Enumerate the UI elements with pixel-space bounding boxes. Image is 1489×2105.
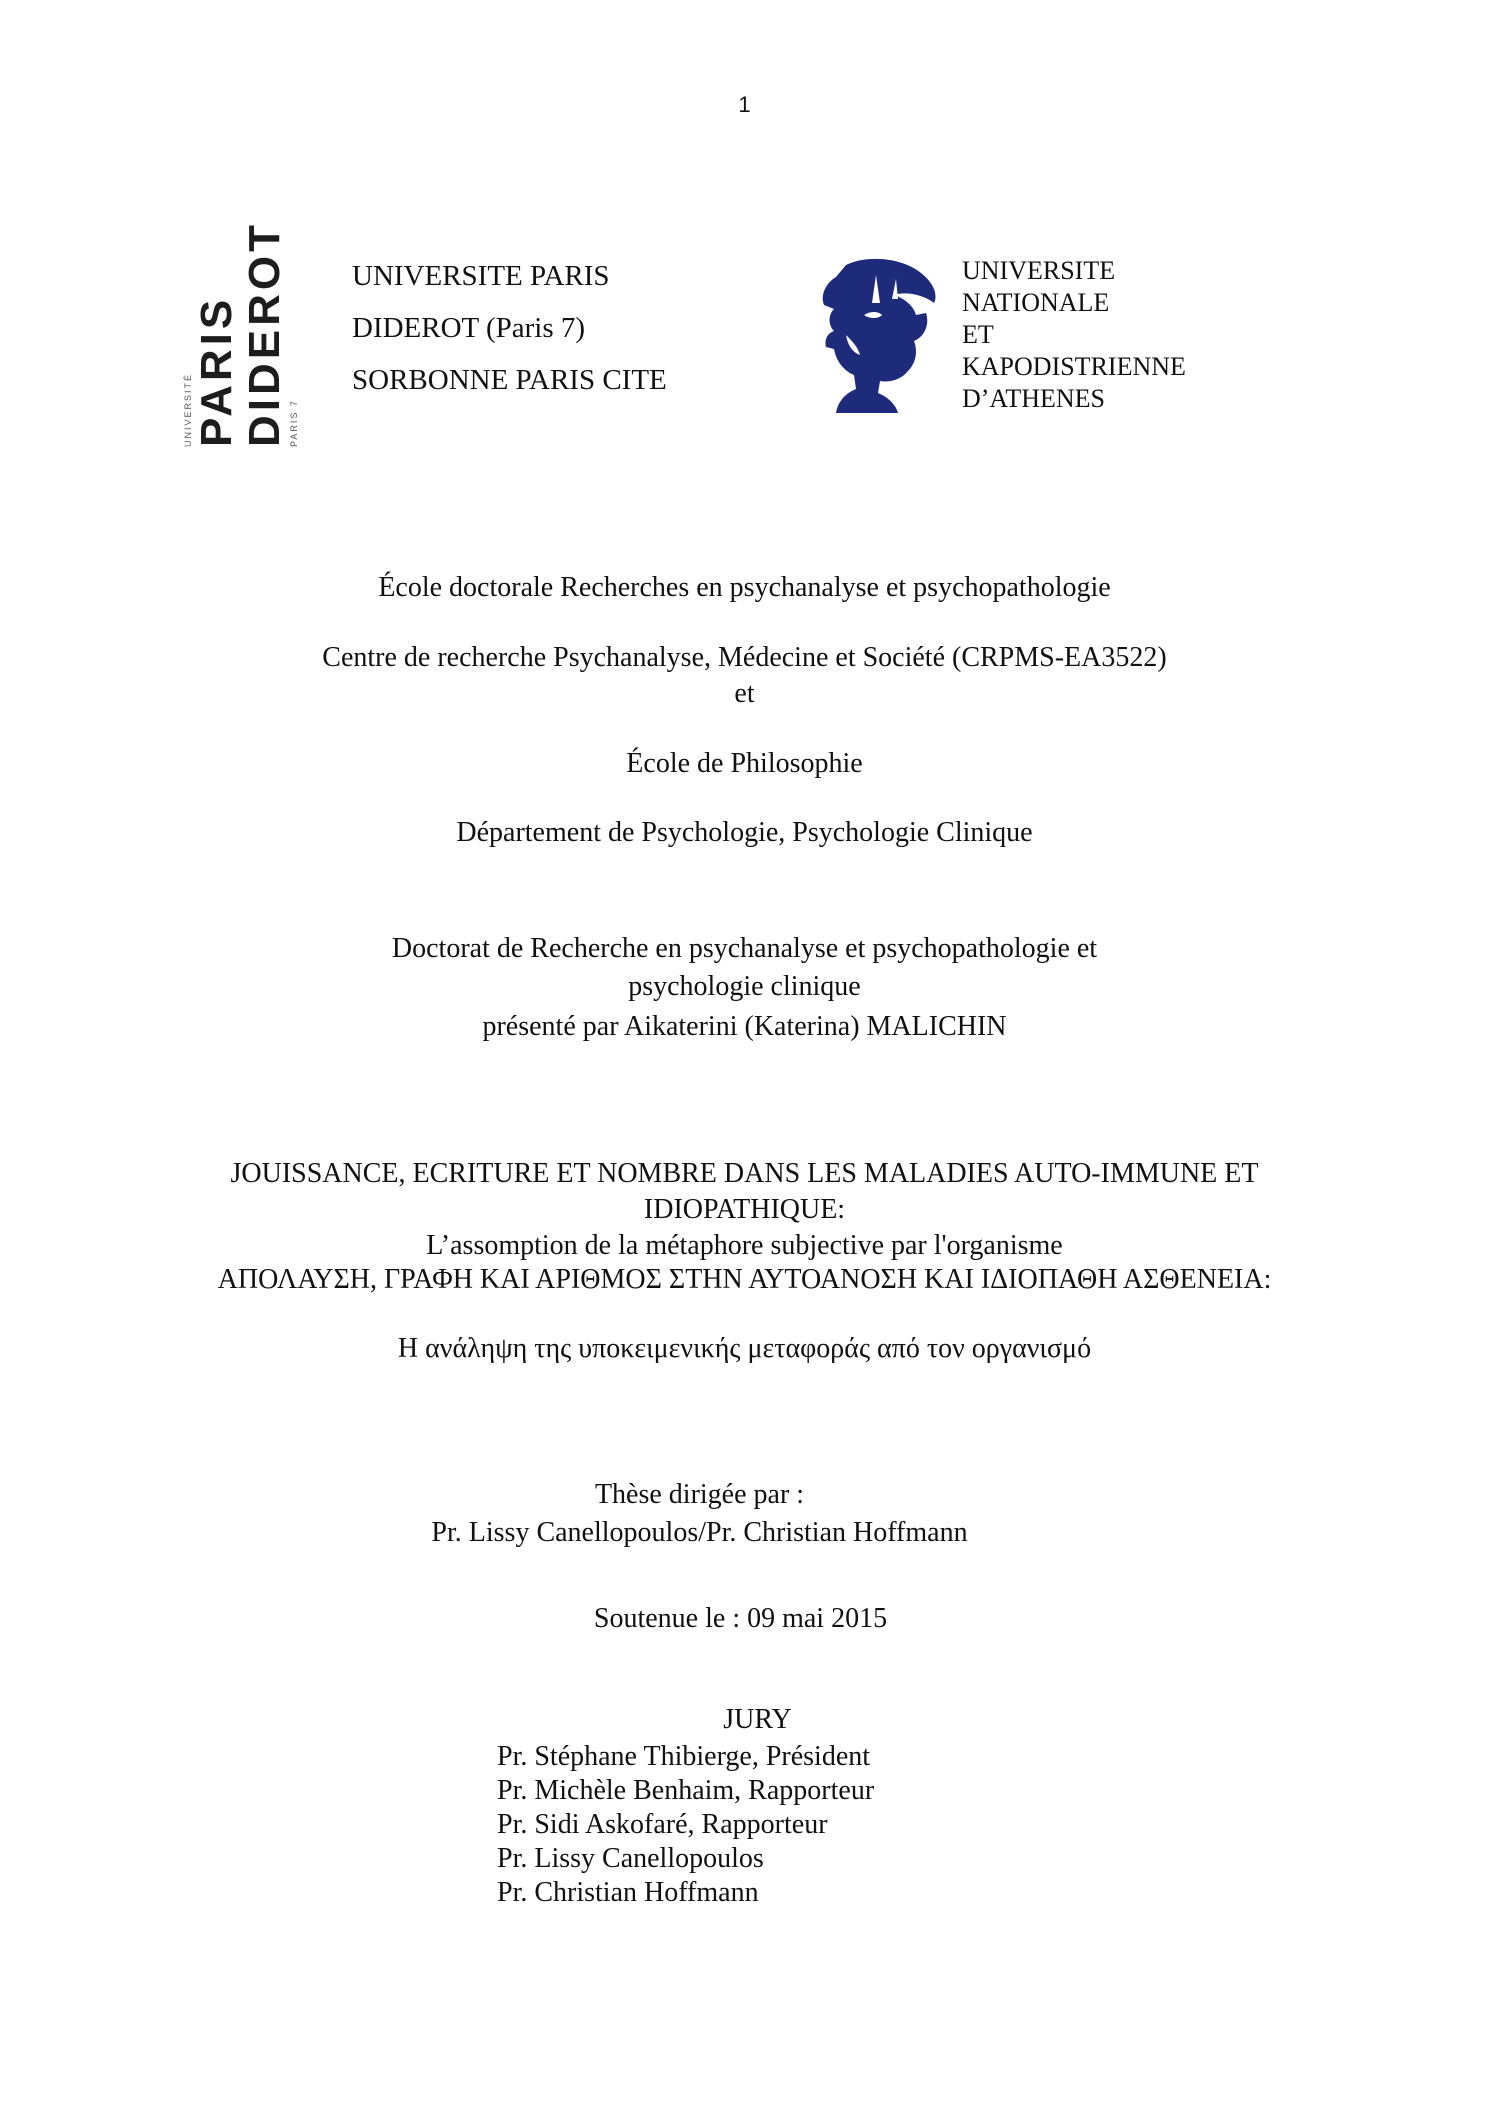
athens-university-logo [806,255,956,415]
jury-member: Pr. Sidi Askofaré, Rapporteur [497,1809,828,1840]
university-right-line: NATIONALE [962,288,1110,317]
jury-heading: JURY [723,1704,792,1735]
conjunction-et: et [734,678,755,709]
thesis-title-fr-line-1: JOUISSANCE, ECRITURE ET NOMBRE DANS LES MALADIES AUTO-IMMUNE ET [230,1158,1259,1189]
jury-member: Pr. Stéphane Thibierge, Président [497,1741,871,1772]
defense-date: Soutenue le : 09 mai 2015 [593,1603,888,1634]
thesis-title-fr-line-2: IDIOPATHIQUE: [643,1194,846,1225]
thesis-title-gr: ΑΠΟΛΑΥΣΗ, ΓΡΑΦΗ ΚΑΙ ΑΡΙΘΜΟΣ ΣΤΗΝ ΑΥΤΟΑΝΟΣΗ ΚΑΙ ΙΔΙΟΠΑΘΗ ΑΣΘΕΝΕΙΑ: [217,1264,1272,1295]
thesis-subtitle-fr: L’assomption de la métaphore subjective par l'organisme [426,1230,1063,1261]
jury-member: Pr. Christian Hoffmann [497,1877,759,1908]
university-right-line: UNIVERSITE [962,256,1116,285]
departement: Département de Psychologie, Psychologie Clinique [456,817,1033,848]
logo-line-paris: PARIS [192,295,241,447]
presented-by: présenté par Aikaterini (Katerina) MALICHIN [482,1011,1007,1042]
ecole-philosophie: École de Philosophie [626,748,863,779]
jury-member: Pr. Lissy Canellopoulos [497,1843,764,1874]
university-athens-block [962,255,1186,415]
direction-names: Pr. Lissy Canellopoulos/Pr. Christian Hoffmann [431,1517,968,1548]
university-left-line: SORBONNE PARIS CITE [352,364,667,396]
university-right-line: ET [962,320,994,349]
logo-small-bottom: PARIS 7 [289,399,299,447]
university-paris-block [352,250,667,406]
logo-small-top: UNIVERSITÉ [183,372,193,447]
jury-list [497,1740,874,1910]
centre-recherche: Centre de recherche Psychanalyse, Médecine et Société (CRPMS-EA3522) [322,642,1167,673]
logo-line-diderot: DIDEROT [240,221,289,447]
page-number: 1 [738,92,751,117]
university-right-line: D’ATHENES [962,384,1105,413]
university-left-line: UNIVERSITE PARIS [352,260,610,292]
direction-label: Thèse dirigée par : [594,1479,805,1510]
ecole-doctorale: École doctorale Recherches en psychanalyse et psychopathologie [378,572,1111,603]
university-left-line: DIDEROT (Paris 7) [352,312,586,344]
paris-diderot-logo [178,221,308,450]
doctorat-line-1: Doctorat de Recherche en psychanalyse et psychopathologie et [391,933,1098,964]
thesis-subtitle-gr: Η ανάληψη της υποκειμενικής μεταφοράς από τον οργανισμό [397,1333,1092,1364]
jury-member: Pr. Michèle Benhaim, Rapporteur [497,1775,875,1806]
doctorat-line-2: psychologie clinique [628,971,861,1002]
university-right-line: KAPODISTRIENNE [962,352,1186,381]
